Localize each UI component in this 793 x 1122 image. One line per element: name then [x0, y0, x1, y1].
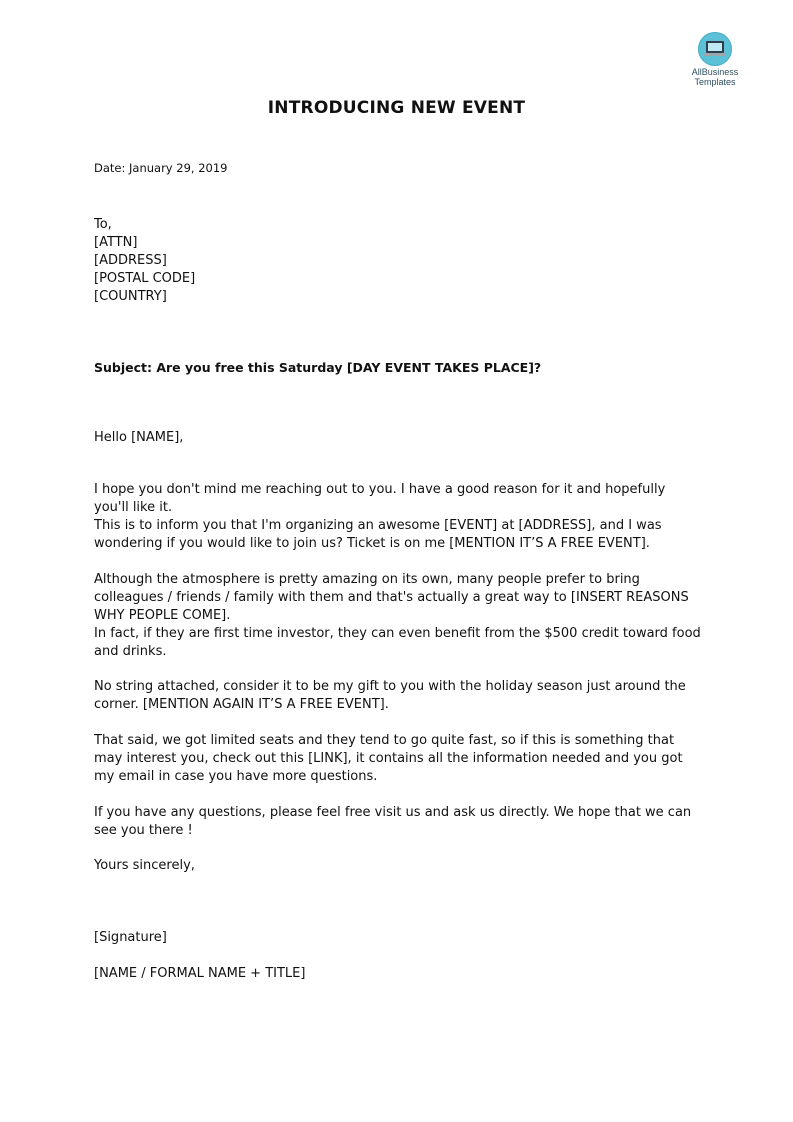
paragraph-1 — [94, 481, 704, 517]
paragraph-2 — [94, 517, 704, 553]
paragraph-6 — [94, 732, 704, 786]
logo-text — [684, 67, 746, 87]
letter-closing: Yours sincerely, — [94, 858, 195, 873]
letter-subject: Subject: Are you free this Saturday [DAY EVENT TAKES PLACE]? — [94, 360, 542, 375]
address-country: [COUNTRY] — [94, 289, 167, 304]
paragraph-1-text: I hope you don't mind me reaching out to you. I have a good reason for it and hopefully you'll like it. — [94, 482, 666, 515]
address-postal-code: [POSTAL CODE] — [94, 271, 196, 286]
paragraph-4 — [94, 625, 704, 661]
document-title: INTRODUCING NEW EVENT — [267, 98, 526, 118]
logo-line-1: AllBusiness — [691, 67, 739, 77]
address-attn: [ATTN] — [94, 235, 138, 250]
paragraph-5-text: No string attached, consider it to be my gift to you with the holiday season just around the corner. [MENTION AGAIN IT’S A FREE EVENT]. — [94, 679, 686, 712]
letter-date: Date: January 29, 2019 — [94, 161, 228, 175]
logo-line-2: Templates — [694, 77, 736, 87]
paragraph-3-text: Although the atmosphere is pretty amazing on its own, many people prefer to bring colleagues / friends / family with them and that's actually a great way to [INSERT REASONS WHY PEOPLE COME]. — [94, 572, 689, 623]
logo — [684, 32, 746, 87]
address-street: [ADDRESS] — [94, 253, 167, 268]
address-to: To, — [94, 217, 112, 232]
paragraph-7-text: If you have any questions, please feel free visit us and ask us directly. We hope that we can see you there ! — [94, 805, 692, 838]
recipient-address — [94, 216, 704, 306]
laptop-icon — [698, 32, 732, 66]
letter-greeting: Hello [NAME], — [94, 430, 184, 445]
paragraph-7 — [94, 804, 704, 840]
paragraph-6-text: That said, we got limited seats and they tend to go quite fast, so if this is something that may interest you, check out this [LINK], it contains all the information needed and you got my email in case you have more questions. — [94, 733, 683, 784]
paragraph-3 — [94, 571, 704, 625]
signature-placeholder: [Signature] — [94, 930, 167, 945]
paragraph-4-text: In fact, if they are first time investor, they can even benefit from the $500 credit toward food and drinks. — [94, 626, 701, 659]
paragraph-5 — [94, 678, 704, 714]
name-title-placeholder: [NAME / FORMAL NAME + TITLE] — [94, 966, 306, 981]
paragraph-2-text: This is to inform you that I'm organizing an awesome [EVENT] at [ADDRESS], and I was wondering if you would like to join us? Ticket is on me [MENTION IT’S A FREE EVENT]. — [94, 518, 662, 551]
